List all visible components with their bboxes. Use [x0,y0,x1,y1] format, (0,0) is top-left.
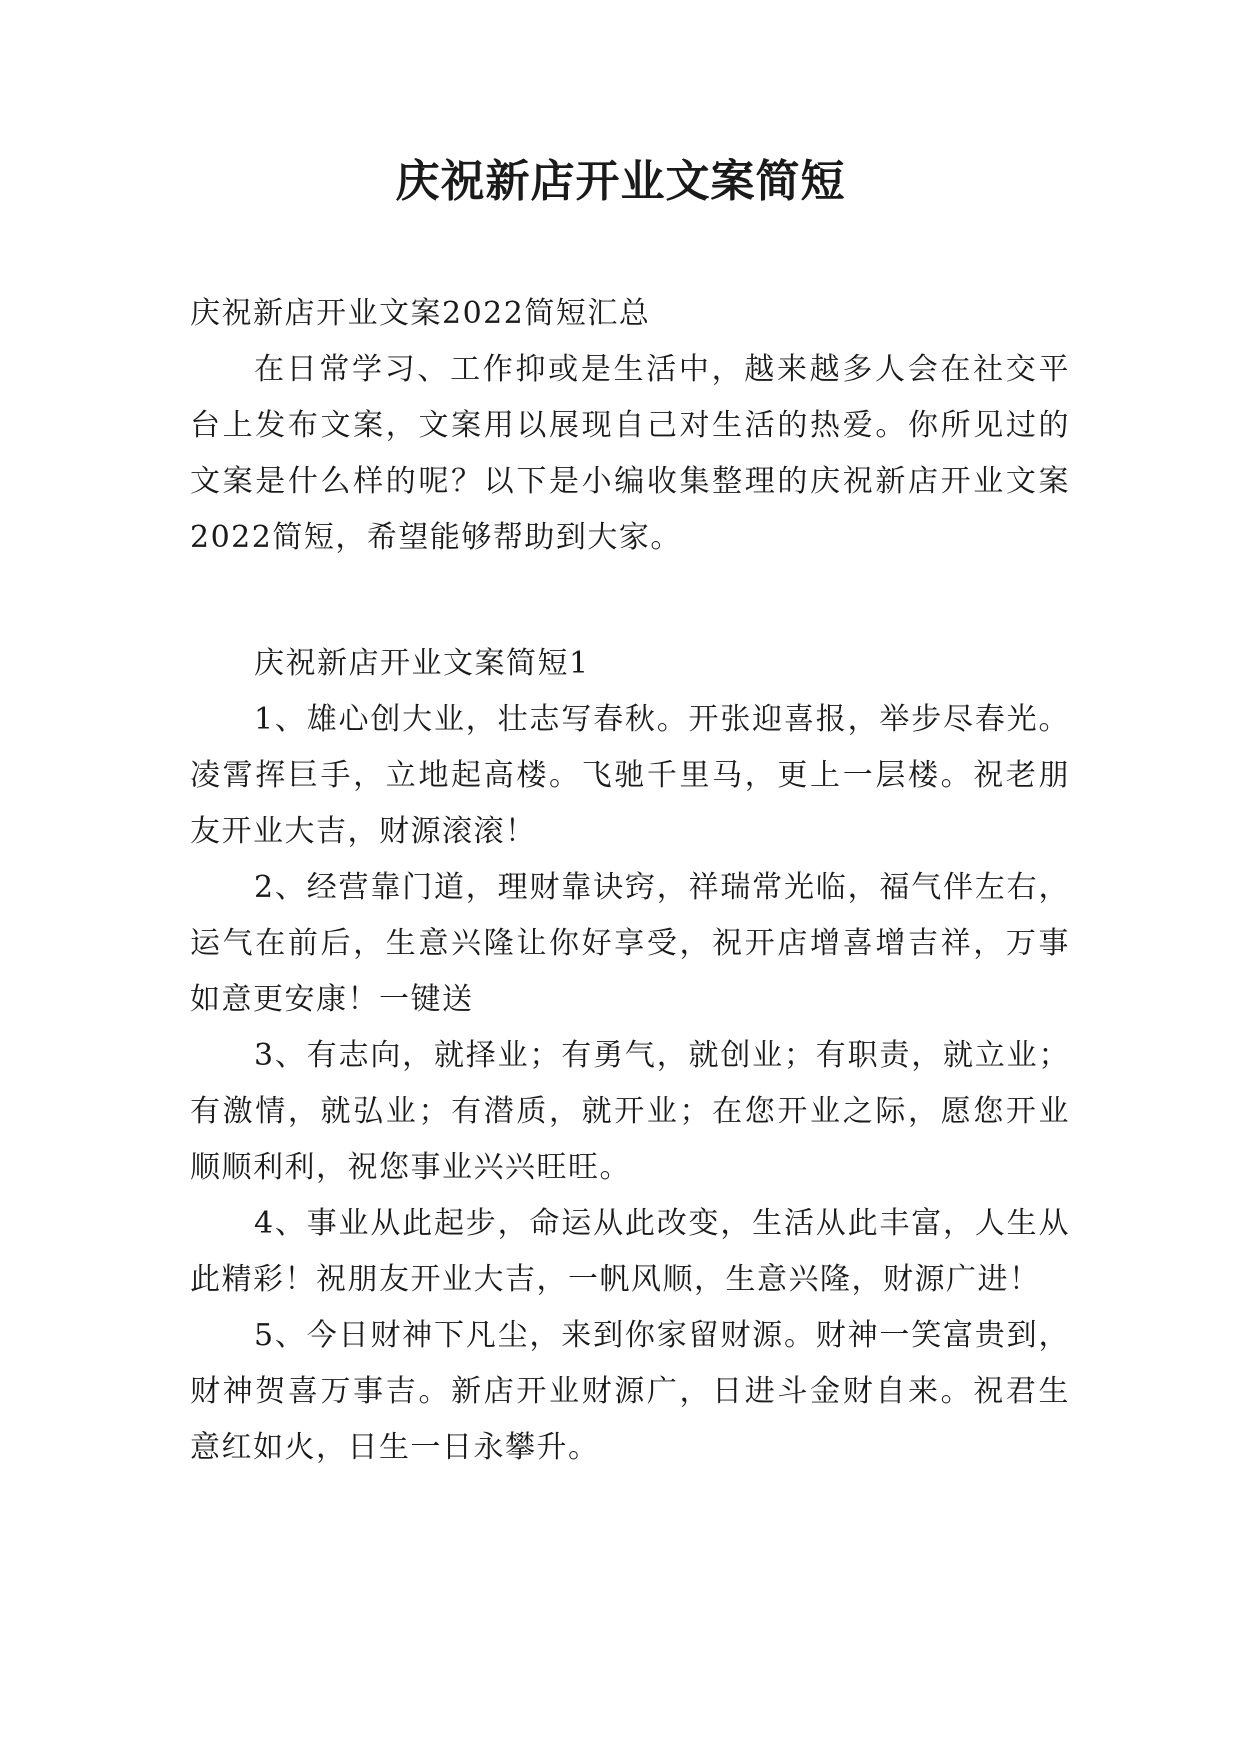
document-body [190,286,1070,1476]
list-item: 4、事业从此起步，命运从此改变，生活从此丰富，人生从此精彩！祝朋友开业大吉，一帆风顺，生意兴隆，财源广进！ [190,1206,1070,1297]
intro-paragraph: 在日常学习、工作抑或是生活中，越来越多人会在社交平台上发布文案，文案用以展现自己对生活的热爱。你所见过的文案是什么样的呢？以下是小编收集整理的庆祝新店开业文案2022简短，希望能够帮助到大家。 [190,352,1070,555]
list-item: 2、经营靠门道，理财靠诀窍，祥瑞常光临，福气伴左右，运气在前后，生意兴隆让你好享受，祝开店增喜增吉祥，万事如意更安康！一键送 [190,870,1070,1017]
list-item: 3、有志向，就择业；有勇气，就创业；有职责，就立业；有激情，就弘业；有潜质，就开业；在您开业之际，愿您开业顺顺利利，祝您事业兴兴旺旺。 [190,1038,1070,1185]
list-item: 5、今日财神下凡尘，来到你家留财源。财神一笑富贵到，财神贺喜万事吉。新店开业财源广，日进斗金财自来。祝君生意红如火，日生一日永攀升。 [190,1318,1070,1465]
list-item: 1、雄心创大业，壮志写春秋。开张迎喜报，举步尽春光。凌霄挥巨手，立地起高楼。飞驰千里马，更上一层楼。祝老朋友开业大吉，财源滚滚！ [190,702,1070,849]
section-heading: 庆祝新店开业文案简短1 [254,646,590,681]
section-spacer [190,566,1070,636]
document-title: 庆祝新店开业文案简短 [395,156,846,207]
document-subtitle: 庆祝新店开业文案2022简短汇总 [190,296,651,331]
